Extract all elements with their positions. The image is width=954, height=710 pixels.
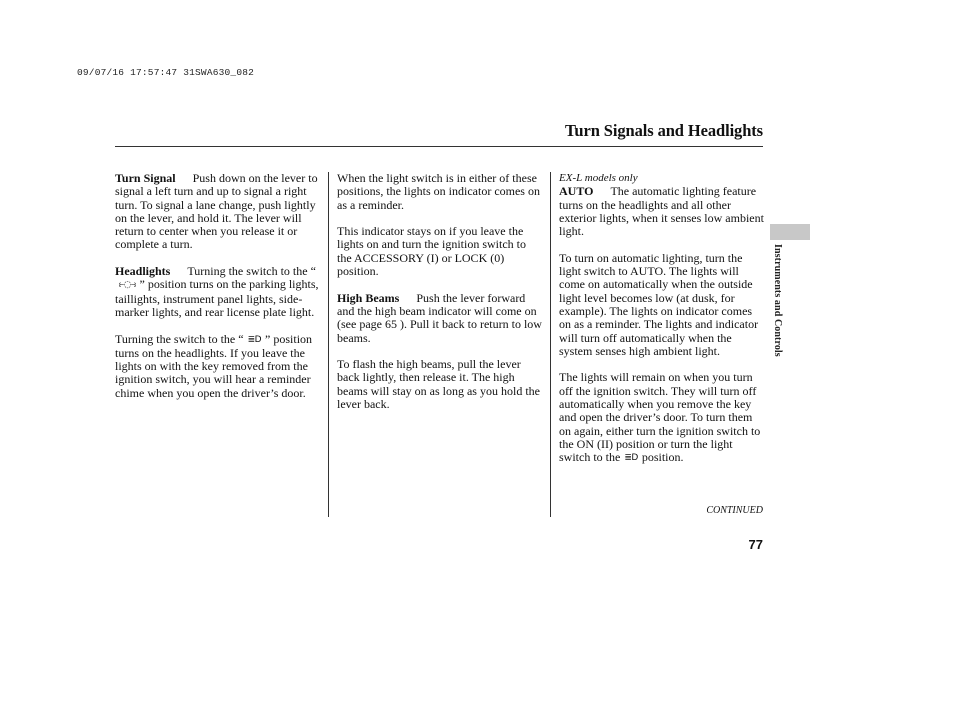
models-note: EX-L models only — [559, 172, 638, 184]
continued-label: CONTINUED — [706, 505, 763, 516]
page-title: Turn Signals and Headlights — [565, 121, 763, 140]
auto-turn-on-paragraph: To turn on automatic lighting, turn the light switch to AUTO. The lights will come on automatically when the outside light level becomes low (at dusk, for example). The lights on indicator comes on as a reminder. The lights and indicator will turn off automatically when the system senses high ambient light. — [559, 250, 759, 358]
auto-paragraph — [559, 185, 765, 238]
remain-on-paragraph — [559, 371, 765, 465]
turn-signal-text: Push down on the lever to signal a left turn and up to signal a right turn. To signal a lane change, push lightly on the lever, and hold it. The lever will return to center when you release it or complete a turn. — [115, 171, 318, 252]
column-3 — [559, 172, 765, 479]
high-beams-text: Push the lever forward and the high beam indicator will come on (see page 65 ). Pull it back to return to low beams. — [337, 290, 542, 345]
reminder-paragraph: This indicator stays on if you leave the lights on and turn the ignition switch to the ACCESSORY (I) or LOCK (0) position. — [337, 224, 526, 279]
parking-lights-icon: ⥼◌⥽ — [119, 280, 136, 291]
column-divider-2 — [550, 172, 551, 517]
high-beams-paragraph — [337, 292, 542, 345]
auto-heading: AUTO — [559, 184, 594, 199]
title-divider — [115, 146, 763, 147]
column-1 — [115, 172, 320, 413]
turning-text-b: ” position turns on the headlights. If you leave the lights on with the key removed from the ignition switch, you will hear a reminder chime when you open the driver’s door. — [115, 331, 313, 400]
headlight-icon: ≣D — [247, 334, 262, 345]
headlights-heading: Headlights — [115, 264, 171, 279]
high-beams-heading: High Beams — [337, 290, 400, 305]
section-tab — [770, 224, 810, 240]
print-stamp: 09/07/16 17:57:47 31SWA630_082 — [77, 67, 255, 78]
remain-on-text-b: position. — [641, 450, 684, 465]
turning-text-a: Turning the switch to the “ — [115, 331, 244, 346]
turn-signal-heading: Turn Signal — [115, 171, 176, 185]
column-divider-1 — [328, 172, 329, 517]
page-number: 77 — [748, 537, 763, 552]
headlights-paragraph — [115, 265, 320, 319]
flash-paragraph: To flash the high beams, pull the lever back lightly, then release it. The high beams will stay on as long as you hold the lever back. — [337, 357, 540, 412]
headlight-icon: ≣D — [624, 453, 638, 464]
column-2 — [337, 172, 542, 425]
turning-paragraph — [115, 333, 320, 400]
headlights-text-a: Turning the switch to the “ — [187, 264, 316, 279]
section-label: Instruments and Controls — [772, 244, 783, 357]
headlights-text-b: ” position turns on the parking lights, taillights, instrument panel lights, side-marker lights, and rear license plate light. — [115, 277, 319, 319]
remain-on-text-a: The lights will remain on when you turn off the ignition switch. They will turn off automatically when you remove the key and open the driver’s door. To turn them on again, either turn the ignition switch to the ON (II) position or turn the light switch to the — [559, 370, 761, 465]
indicator-paragraph: When the light switch is in either of these positions, the lights on indicator comes on as a reminder. — [337, 171, 540, 212]
turn-signal-paragraph — [115, 172, 320, 252]
auto-text: The automatic lighting feature turns on the headlights and all other exterior lights, when it senses low ambient light. — [559, 184, 764, 239]
